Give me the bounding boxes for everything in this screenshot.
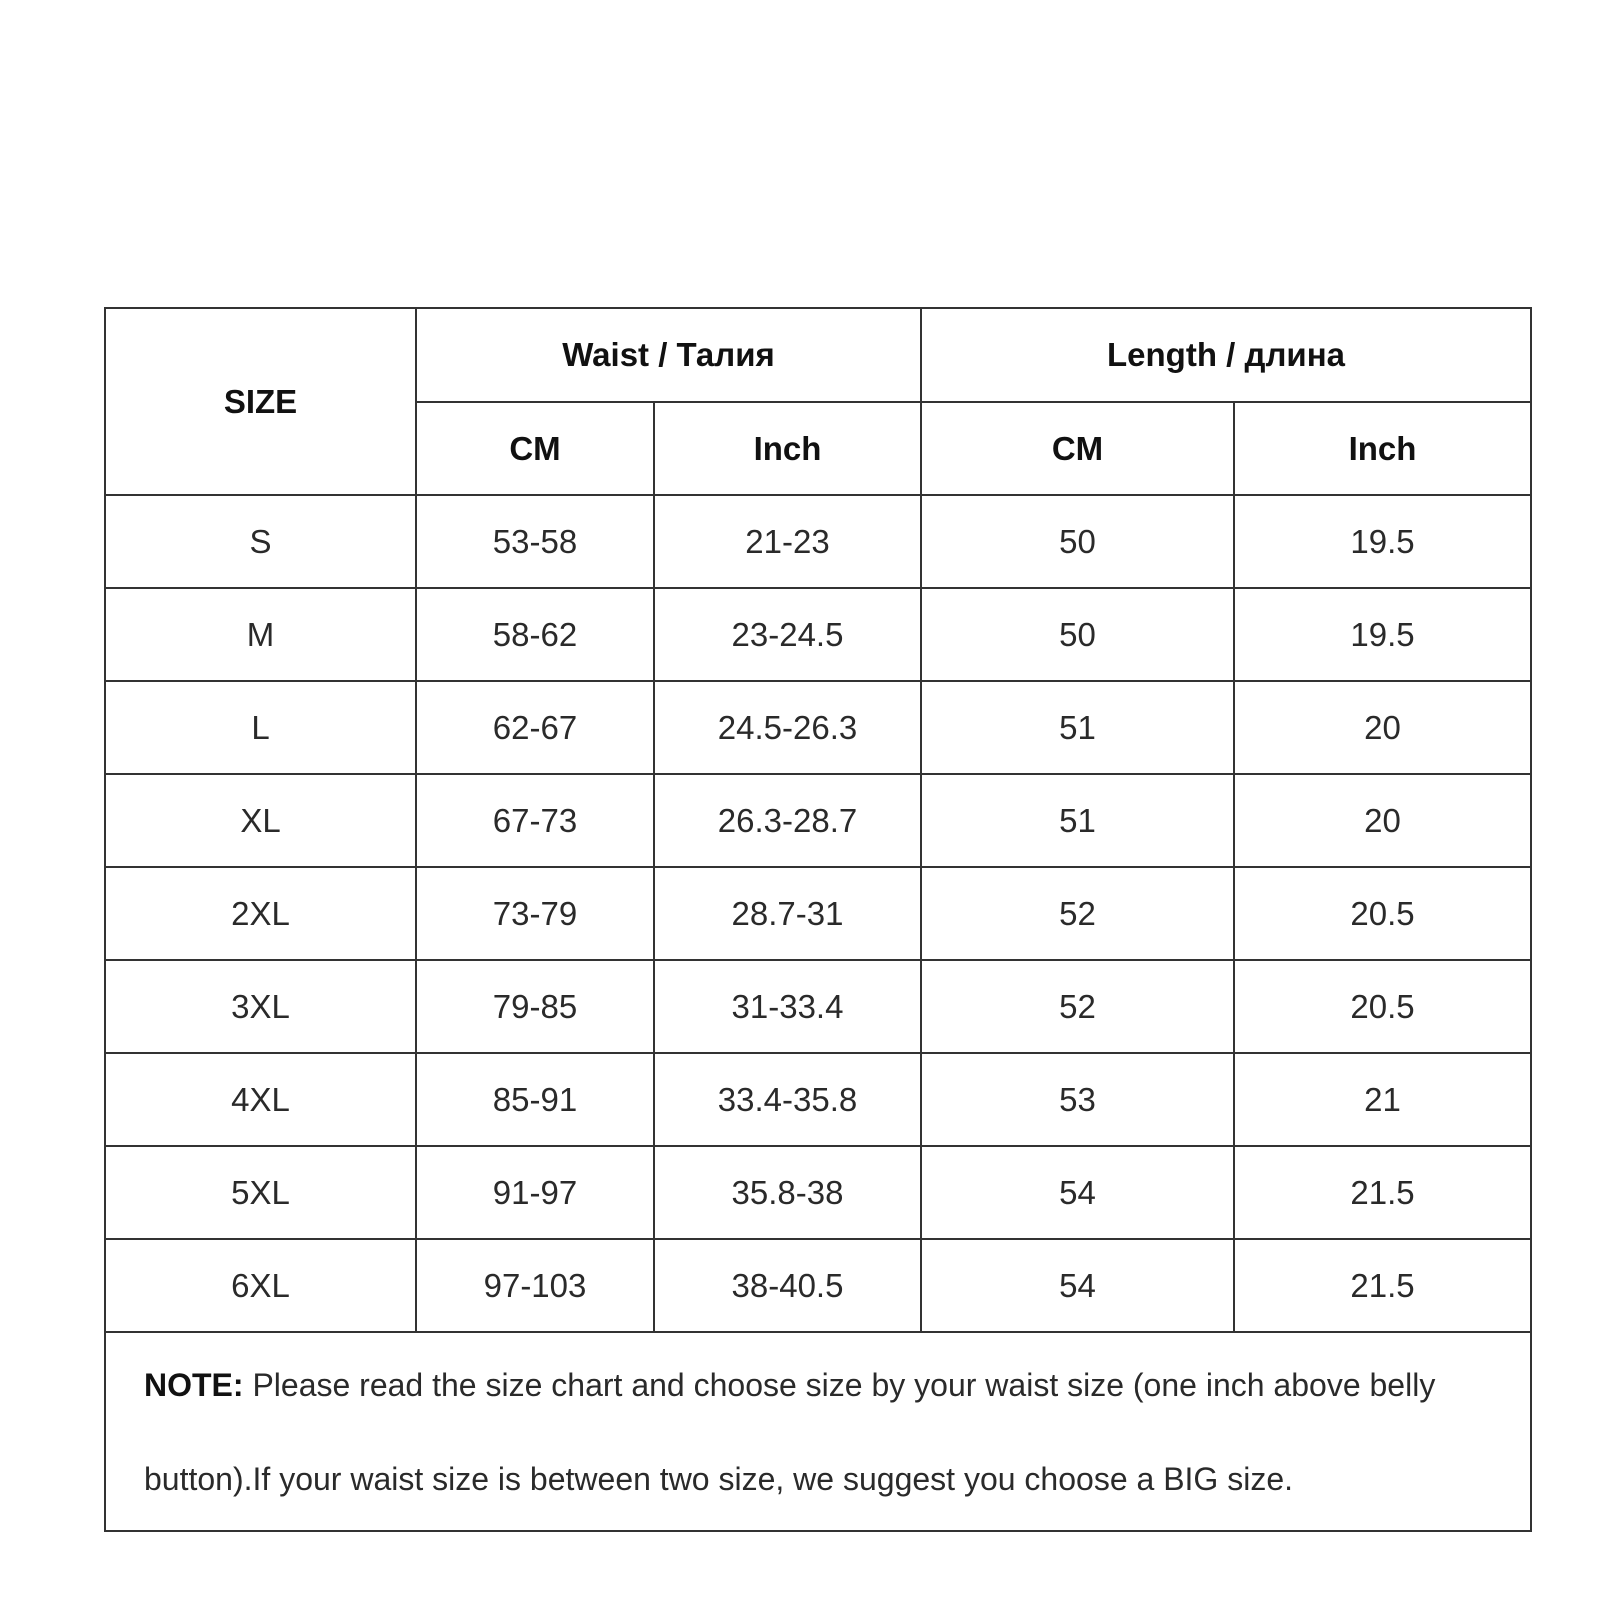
waist-inch-cell: 33.4-35.8	[654, 1053, 921, 1146]
waist-inch-cell: 31-33.4	[654, 960, 921, 1053]
waist-inch-cell: 38-40.5	[654, 1239, 921, 1332]
length-cm-header: CM	[921, 402, 1234, 495]
length-cm-cell: 51	[921, 774, 1234, 867]
waist-cm-cell: 62-67	[416, 681, 654, 774]
size-cell: M	[105, 588, 416, 681]
length-group-header: Length / длина	[921, 308, 1531, 402]
table-row	[105, 867, 1531, 960]
waist-cm-cell: 79-85	[416, 960, 654, 1053]
length-inch-cell: 21	[1234, 1053, 1531, 1146]
size-cell: 6XL	[105, 1239, 416, 1332]
length-cm-cell: 50	[921, 495, 1234, 588]
waist-inch-cell: 35.8-38	[654, 1146, 921, 1239]
table-row	[105, 588, 1531, 681]
size-cell: L	[105, 681, 416, 774]
table-row	[105, 1053, 1531, 1146]
waist-inch-cell: 21-23	[654, 495, 921, 588]
length-cm-cell: 51	[921, 681, 1234, 774]
note-label: NOTE:	[144, 1366, 244, 1403]
size-table	[104, 307, 1532, 1532]
waist-cm-cell: 97-103	[416, 1239, 654, 1332]
waist-inch-cell: 28.7-31	[654, 867, 921, 960]
length-inch-cell: 20.5	[1234, 867, 1531, 960]
waist-cm-header: CM	[416, 402, 654, 495]
waist-cm-cell: 58-62	[416, 588, 654, 681]
waist-cm-cell: 53-58	[416, 495, 654, 588]
size-cell: XL	[105, 774, 416, 867]
note-text: Please read the size chart and choose size by your waist size (one inch above belly button).If your waist size is between two size, we suggest you choose a BIG size.	[144, 1366, 1436, 1497]
length-cm-cell: 53	[921, 1053, 1234, 1146]
table-row	[105, 960, 1531, 1053]
waist-group-header: Waist / Талия	[416, 308, 921, 402]
length-cm-cell: 52	[921, 867, 1234, 960]
note-row	[105, 1332, 1531, 1531]
waist-cm-cell: 73-79	[416, 867, 654, 960]
table-row	[105, 1146, 1531, 1239]
length-inch-cell: 19.5	[1234, 495, 1531, 588]
note-cell	[105, 1332, 1531, 1531]
length-inch-cell: 21.5	[1234, 1239, 1531, 1332]
table-row	[105, 495, 1531, 588]
length-inch-cell: 21.5	[1234, 1146, 1531, 1239]
header-row-groups	[105, 308, 1531, 402]
size-cell: 3XL	[105, 960, 416, 1053]
size-chart	[104, 307, 1530, 1532]
length-cm-cell: 54	[921, 1239, 1234, 1332]
size-cell: 5XL	[105, 1146, 416, 1239]
length-inch-cell: 20.5	[1234, 960, 1531, 1053]
size-cell: 4XL	[105, 1053, 416, 1146]
waist-cm-cell: 85-91	[416, 1053, 654, 1146]
waist-cm-cell: 67-73	[416, 774, 654, 867]
length-inch-cell: 20	[1234, 774, 1531, 867]
size-cell: S	[105, 495, 416, 588]
size-column-header: SIZE	[105, 308, 416, 495]
table-row	[105, 1239, 1531, 1332]
length-cm-cell: 54	[921, 1146, 1234, 1239]
waist-inch-cell: 24.5-26.3	[654, 681, 921, 774]
waist-inch-cell: 23-24.5	[654, 588, 921, 681]
length-inch-cell: 20	[1234, 681, 1531, 774]
waist-inch-header: Inch	[654, 402, 921, 495]
length-cm-cell: 50	[921, 588, 1234, 681]
size-cell: 2XL	[105, 867, 416, 960]
waist-cm-cell: 91-97	[416, 1146, 654, 1239]
table-row	[105, 774, 1531, 867]
waist-inch-cell: 26.3-28.7	[654, 774, 921, 867]
length-inch-cell: 19.5	[1234, 588, 1531, 681]
length-inch-header: Inch	[1234, 402, 1531, 495]
length-cm-cell: 52	[921, 960, 1234, 1053]
table-row	[105, 681, 1531, 774]
